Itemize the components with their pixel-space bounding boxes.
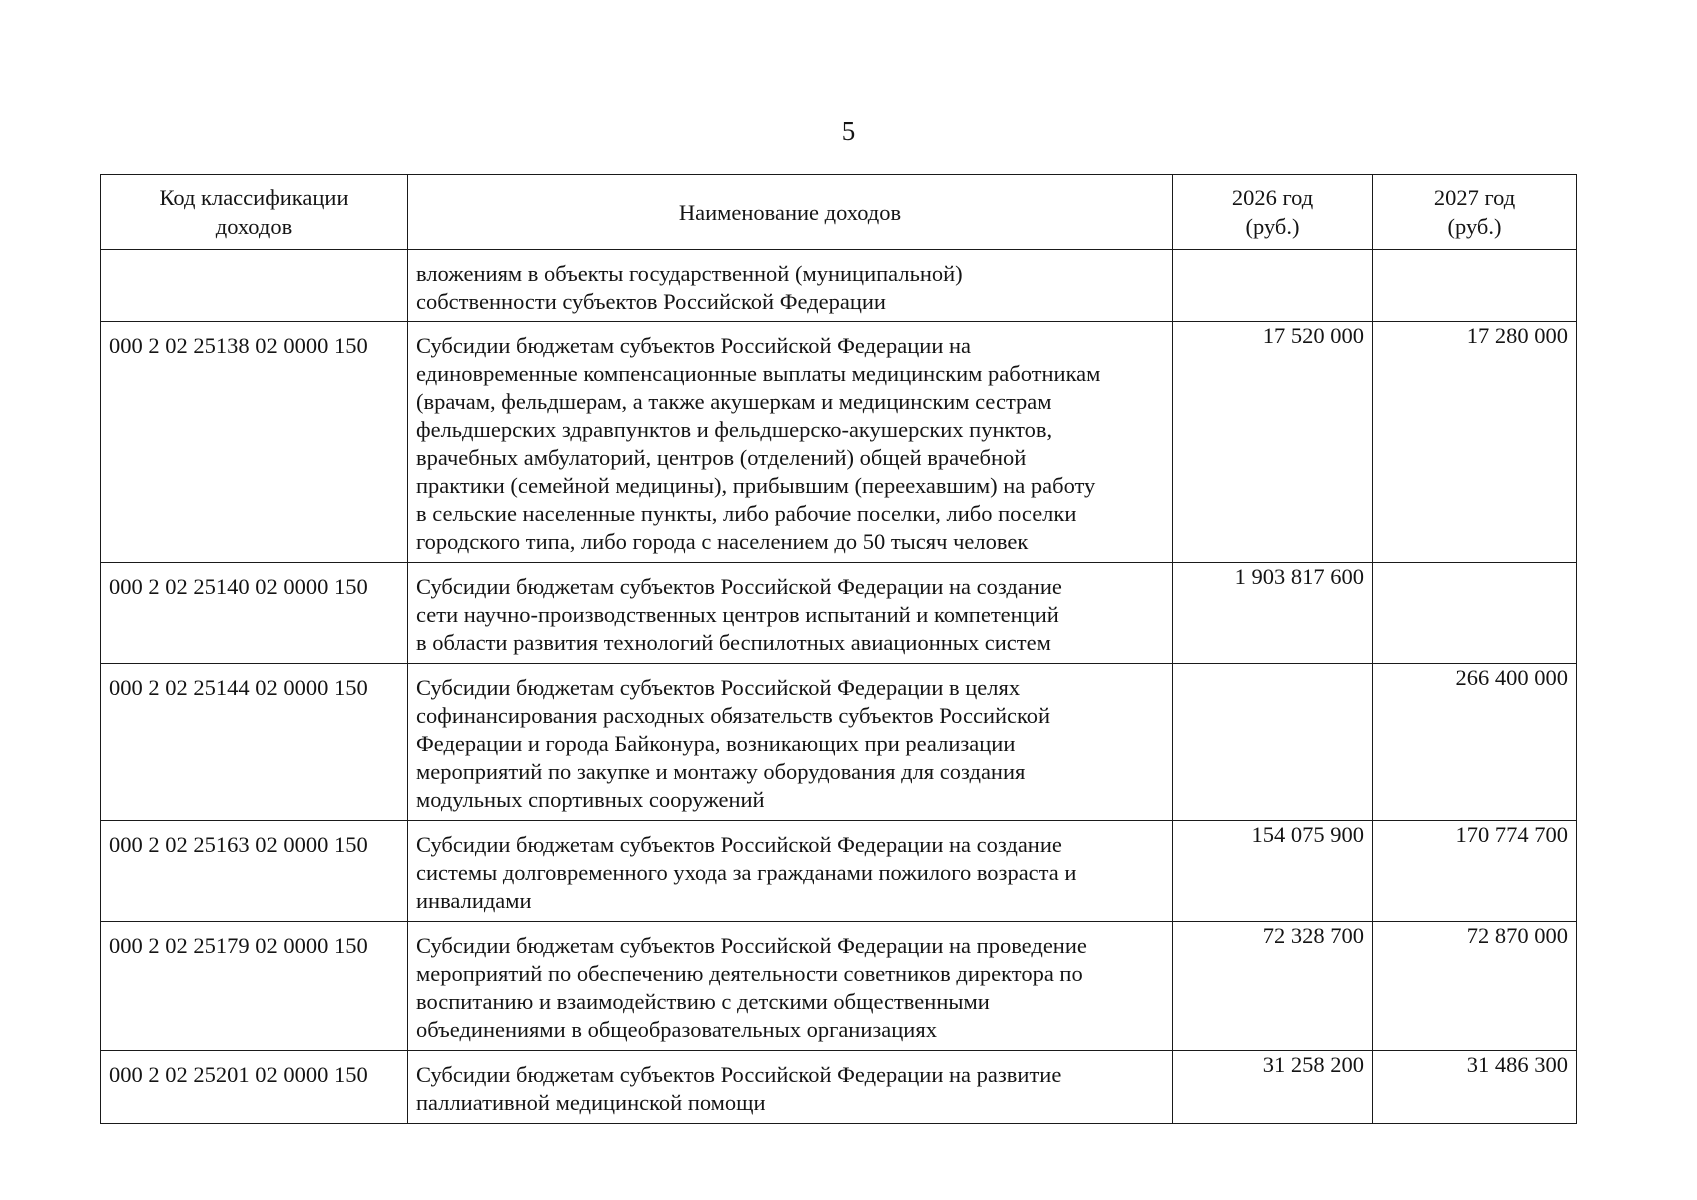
header-code: [101, 175, 408, 250]
classification-code: 000 2 02 25138 02 0000 150: [101, 322, 408, 563]
income-name-line: в области развития технологий беспилотных авиационных систем: [416, 630, 1051, 655]
income-name-line: (врачам, фельдшерам, а также акушеркам и медицинским сестрам: [416, 389, 1052, 414]
income-name-line: Федерации и города Байконура, возникающих при реализации: [416, 731, 1016, 756]
income-table-body: [101, 250, 1577, 1124]
income-name-line: практики (семейной медицины), прибывшим (переехавшим) на работу: [416, 473, 1096, 498]
income-name-line: Субсидии бюджетам субъектов Российской Федерации в целях: [416, 675, 1021, 700]
classification-code: 000 2 02 25140 02 0000 150: [101, 563, 408, 664]
income-name-line: сети научно-производственных центров испытаний и компетенций: [416, 602, 1059, 627]
income-name-line: в сельские населенные пункты, либо рабочие поселки, либо поселки: [416, 501, 1077, 526]
amount-2027: [1373, 563, 1577, 664]
income-name-line: врачебных амбулаторий, центров (отделений) общей врачебной: [416, 445, 1027, 470]
table-row: [101, 664, 1577, 821]
income-name: [408, 563, 1173, 664]
header-row: [101, 175, 1577, 250]
income-name-line: мероприятий по обеспечению деятельности советников директора по: [416, 961, 1083, 986]
amount-2027: 170 774 700: [1373, 821, 1577, 922]
income-name-line: Субсидии бюджетам субъектов Российской Федерации на развитие: [416, 1062, 1062, 1087]
income-name-line: Субсидии бюджетам субъектов Российской Федерации на: [416, 333, 972, 358]
income-table: [100, 174, 1577, 1124]
income-name-line: системы долговременного ухода за гражданами пожилого возраста и: [416, 860, 1077, 885]
income-name-line: собственности субъектов Российской Федерации: [416, 289, 886, 314]
income-name: [408, 250, 1173, 322]
classification-code: [101, 250, 408, 322]
header-2026-line1: 2026 год: [1231, 185, 1314, 210]
income-table-header: [101, 175, 1577, 250]
income-name-line: Субсидии бюджетам субъектов Российской Федерации на проведение: [416, 933, 1087, 958]
amount-2027: [1373, 250, 1577, 322]
amount-2026: 31 258 200: [1173, 1051, 1373, 1124]
income-name: [408, 821, 1173, 922]
amount-2027: 31 486 300: [1373, 1051, 1577, 1124]
table-row: [101, 821, 1577, 922]
income-name-line: объединениями в общеобразовательных организациях: [416, 1017, 937, 1042]
header-2027-line1: 2027 год: [1433, 185, 1516, 210]
table-row: [101, 322, 1577, 563]
classification-code: 000 2 02 25163 02 0000 150: [101, 821, 408, 922]
amount-2026: 72 328 700: [1173, 922, 1373, 1051]
header-name-text: Наименование доходов: [678, 199, 902, 225]
table-row: [101, 922, 1577, 1051]
amount-2026: 17 520 000: [1173, 322, 1373, 563]
classification-code: 000 2 02 25144 02 0000 150: [101, 664, 408, 821]
header-code-line1: Код классификации: [159, 185, 349, 210]
income-name-line: воспитанию и взаимодействию с детскими общественными: [416, 989, 990, 1014]
income-name-line: Субсидии бюджетам субъектов Российской Федерации на создание: [416, 574, 1062, 599]
income-name-line: вложениям в объекты государственной (муниципальной): [416, 261, 963, 286]
amount-2026: 154 075 900: [1173, 821, 1373, 922]
income-name-line: паллиативной медицинской помощи: [416, 1090, 766, 1115]
amount-2027: 72 870 000: [1373, 922, 1577, 1051]
income-name: [408, 1051, 1173, 1124]
amount-2027: 266 400 000: [1373, 664, 1577, 821]
income-name-line: Субсидии бюджетам субъектов Российской Федерации на создание: [416, 832, 1062, 857]
classification-code: 000 2 02 25201 02 0000 150: [101, 1051, 408, 1124]
income-name-line: инвалидами: [416, 888, 532, 913]
classification-code: 000 2 02 25179 02 0000 150: [101, 922, 408, 1051]
income-name: [408, 664, 1173, 821]
income-name-line: модульных спортивных сооружений: [416, 787, 765, 812]
income-name-line: мероприятий по закупке и монтажу оборудования для создания: [416, 759, 1026, 784]
header-name: [408, 175, 1173, 250]
page-number: 5: [841, 116, 856, 146]
table-row: [101, 563, 1577, 664]
income-name-line: фельдшерских здравпунктов и фельдшерско-акушерских пунктов,: [416, 417, 1053, 442]
income-name: [408, 322, 1173, 563]
income-name-line: единовременные компенсационные выплаты медицинским работникам: [416, 361, 1101, 386]
table-row: [101, 1051, 1577, 1124]
header-code-line2: доходов: [215, 214, 293, 239]
header-2026-line2: (руб.): [1245, 214, 1300, 239]
header-2027: [1373, 175, 1577, 250]
amount-2027: 17 280 000: [1373, 322, 1577, 563]
income-name-line: городского типа, либо города с населением до 50 тысяч человек: [416, 529, 1029, 554]
amount-2026: 1 903 817 600: [1173, 563, 1373, 664]
income-name-line: софинансирования расходных обязательств субъектов Российской: [416, 703, 1051, 728]
amount-2026: [1173, 250, 1373, 322]
header-2027-line2: (руб.): [1447, 214, 1502, 239]
amount-2026: [1173, 664, 1373, 821]
income-name: [408, 922, 1173, 1051]
header-2026: [1173, 175, 1373, 250]
table-row: [101, 250, 1577, 322]
